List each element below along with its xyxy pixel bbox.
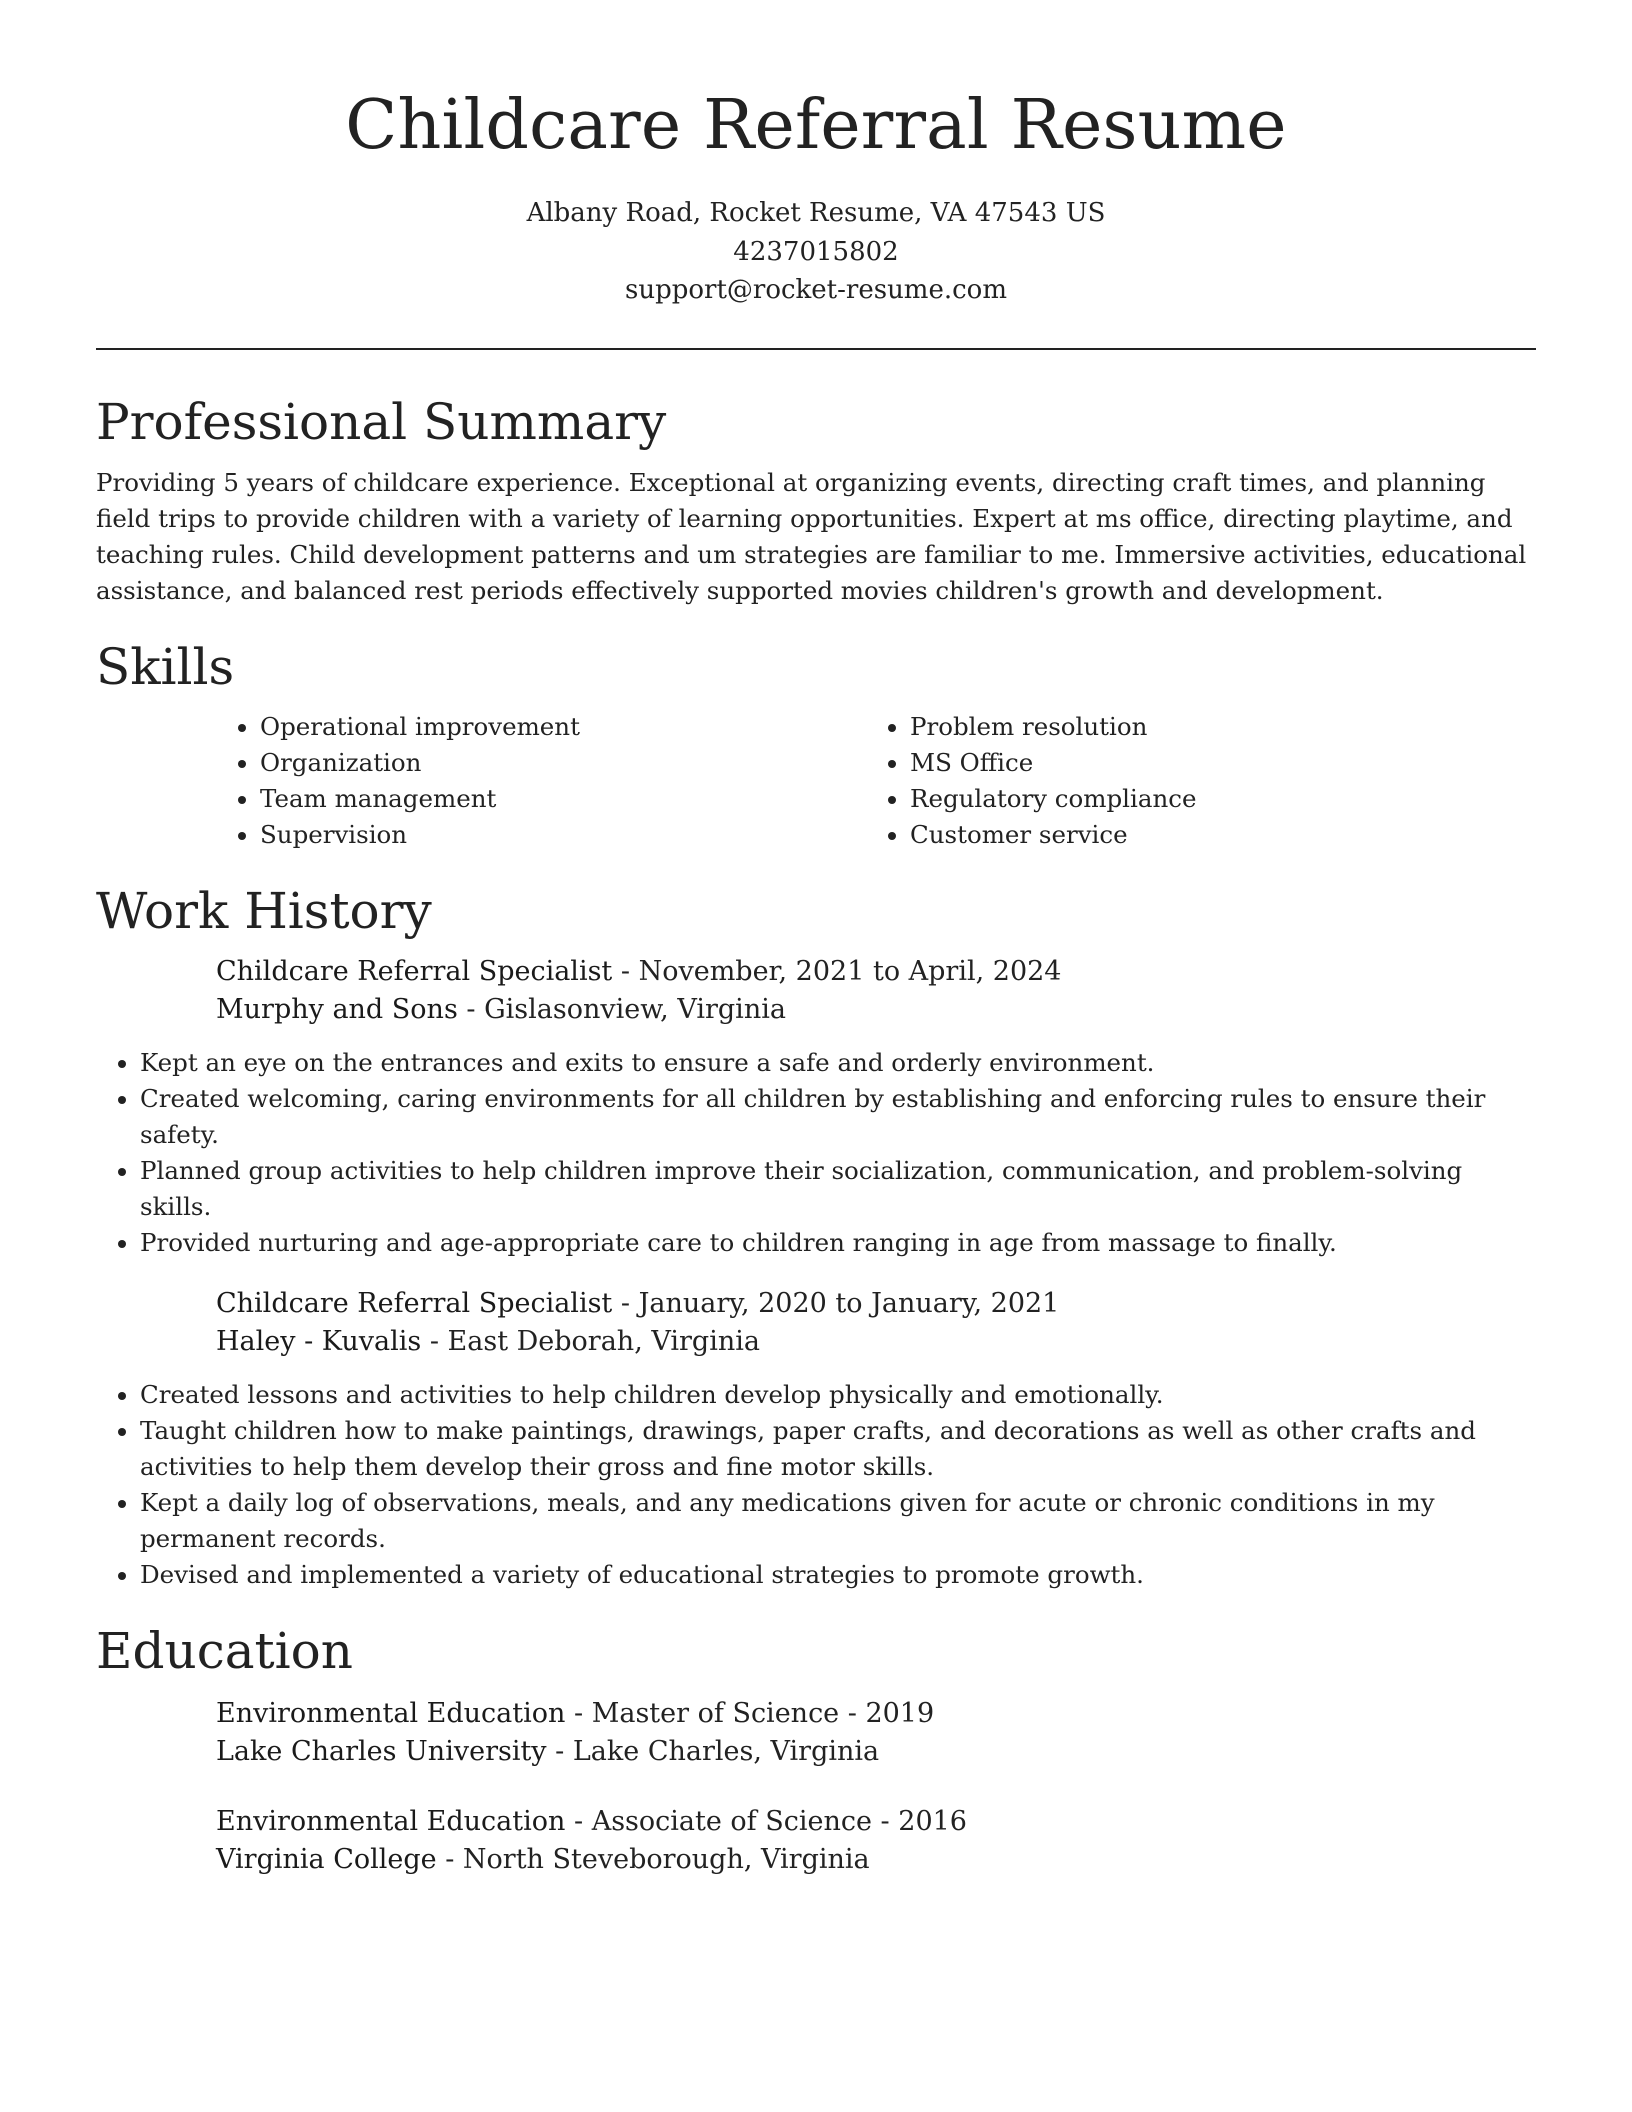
job-dates: - November, 2021 to April, 2024 [612,955,1062,987]
education-location: - North Steveborough, Virginia [436,1843,870,1875]
job-duty: • Kept a daily log of observations, meals, and any medications given for acute or chronic conditions in my permanent records. [140,1485,1536,1557]
skills-section [96,637,1536,853]
job-company-line [216,991,1536,1029]
job-entry [216,953,1536,1029]
skill-item: • Organization [260,745,866,781]
skill-item: • MS Office [910,745,1516,781]
education-degree-year: - Associate of Science - 2016 [565,1805,967,1837]
job-company: Murphy and Sons [216,993,458,1025]
job-duties [96,1045,1536,1261]
education-section [96,1621,1536,1879]
resume-page [96,0,1536,1879]
education-school: Lake Charles University [216,1735,547,1767]
address-line: Albany Road, Rocket Resume, VA 47543 US [526,198,1106,228]
job-dates: - January, 2020 to January, 2021 [612,1287,1060,1319]
job-duty: • Provided nurturing and age-appropriate care to children ranging in age from massage to finally. [140,1225,1536,1261]
education-field: Environmental Education [216,1697,566,1729]
job-duty: • Created lessons and activities to help children develop physically and emotionally. [140,1377,1536,1413]
resume-header [96,0,1536,310]
email-line: support@rocket-resume.com [624,275,1007,305]
skill-item: • Customer service [910,817,1516,853]
education-location: - Lake Charles, Virginia [546,1735,880,1767]
education-degree-year: - Master of Science - 2019 [565,1697,935,1729]
resume-title: Childcare Referral Resume [345,86,1287,165]
job-duty: • Taught children how to make paintings, drawings, paper crafts, and decorations as well as other crafts and activities to help them develop their gross and fine motor skills. [140,1413,1536,1485]
job-duties [96,1377,1536,1593]
education-field: Environmental Education [216,1805,566,1837]
skill-item: • Team management [260,781,866,817]
phone-line: 4237015802 [733,236,899,267]
education-school-line [216,1733,1536,1771]
job-title-line [216,1285,1536,1323]
education-heading: Education [96,1621,353,1680]
education-school-line [216,1841,1536,1879]
job-duty: • Devised and implemented a variety of educational strategies to promote growth. [140,1557,1536,1593]
job-duty: • Planned group activities to help children improve their socialization, communication, and problem-solving skills. [140,1153,1536,1225]
job-title: Childcare Referral Specialist [216,1287,613,1319]
education-entry [216,1803,1536,1879]
skills-list [216,709,1536,853]
education-degree-line [216,1695,1536,1733]
skill-item: • Operational improvement [260,709,866,745]
job-duty: • Created welcoming, caring environments for all children by establishing and enforcing rules to ensure their safety. [140,1081,1536,1153]
job-title-line [216,953,1536,991]
job-location: - Gislasonview, Virginia [457,993,786,1025]
job-company: Haley - Kuvalis [216,1325,422,1357]
summary-text: Providing 5 years of childcare experience. Exceptional at organizing events, directing craft times, and planning field trips to provide children with a variety of learning opportunities. Expert at ms office, directing playtime, and teaching rules. Child development patterns and um strategies are familiar to me. Immersive activities, educational assistance, and balanced rest periods effectively supported movies children's growth and development. [96,467,1527,605]
skill-item: • Regulatory compliance [910,781,1516,817]
job-company-line [216,1323,1536,1361]
job-location: - East Deborah, Virginia [421,1325,760,1357]
contact-info [96,194,1536,310]
job-entry [216,1285,1536,1361]
job-title: Childcare Referral Specialist [216,955,613,987]
job-duty: • Kept an eye on the entrances and exits to ensure a safe and orderly environment. [140,1045,1536,1081]
skills-column-right [866,709,1516,853]
skills-column-left [216,709,866,853]
summary-section [96,392,1536,609]
education-school: Virginia College [216,1843,437,1875]
skills-heading: Skills [96,637,235,696]
summary-heading: Professional Summary [96,392,667,451]
work-history-section [96,881,1536,1593]
skill-item: • Supervision [260,817,866,853]
education-entry [216,1695,1536,1771]
skill-item: • Problem resolution [910,709,1516,745]
header-divider [96,348,1536,350]
work-history-heading: Work History [96,881,432,940]
education-degree-line [216,1803,1536,1841]
